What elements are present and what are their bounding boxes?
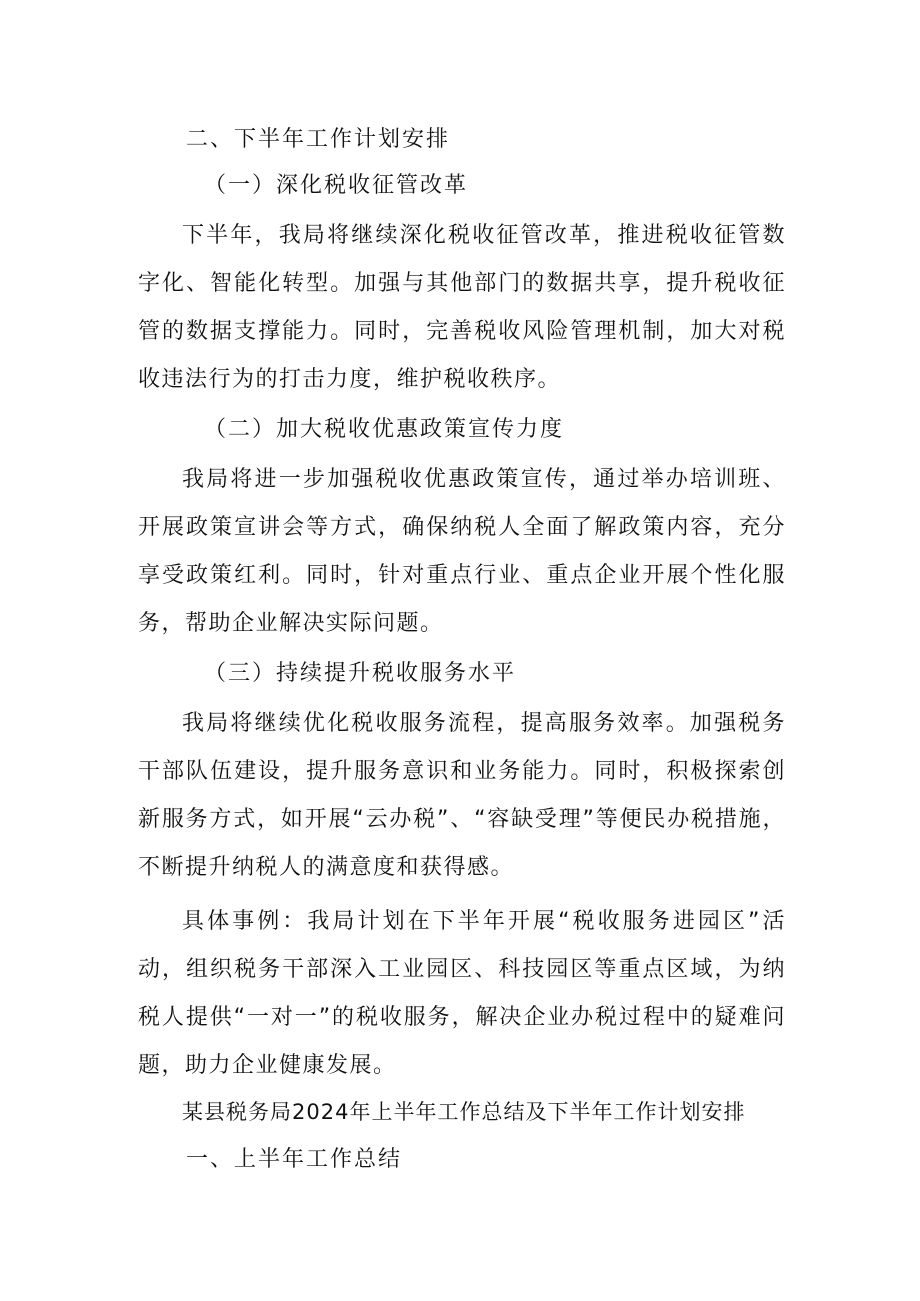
item-two-heading: （二）加大税收优惠政策宣传力度 bbox=[204, 417, 565, 442]
item-two-paragraph: 我局将进一步加强税收优惠政策宣传，通过举办培训班、开展政策宣讲会等方式，确保纳税人全面了解政策内容，充分享受政策红利。同时，针对重点行业、重点企业开展个性化服务，帮助企业解决实际问题。 bbox=[138, 467, 786, 636]
document-title: 某县税务局2024年上半年工作总结及下半年工作计划安排 bbox=[182, 1100, 746, 1124]
item-three-heading: （三）持续提升税收服务水平 bbox=[204, 661, 517, 686]
document-body bbox=[138, 118, 786, 1180]
section-two-heading: 二、下半年工作计划安排 bbox=[186, 127, 451, 152]
section-one-heading: 一、上半年工作总结 bbox=[186, 1147, 403, 1172]
item-three-paragraph: 我局将继续优化税收服务流程，提高服务效率。加强税务干部队伍建设，提升服务意识和业务能力。同时，积极探索创新服务方式，如开展“云办税”、“容缺受理”等便民办税措施，不断提升纳税人的满意度和获得感。 bbox=[138, 711, 786, 880]
example-paragraph: 具体事例：我局计划在下半年开展“税收服务进园区”活动，组织税务干部深入工业园区、科技园区等重点区域，为纳税人提供“一对一”的税收服务，解决企业办税过程中的疑难问题，助力企业健康发展。 bbox=[138, 909, 786, 1078]
item-one-heading: （一）深化税收征管改革 bbox=[204, 173, 469, 198]
item-one-paragraph: 下半年，我局将继续深化税收征管改革，推进税收征管数字化、智能化转型。加强与其他部门的数据共享，提升税收征管的数据支撑能力。同时，完善税收风险管理机制，加大对税收违法行为的打击力度，维护税收秩序。 bbox=[138, 223, 786, 392]
